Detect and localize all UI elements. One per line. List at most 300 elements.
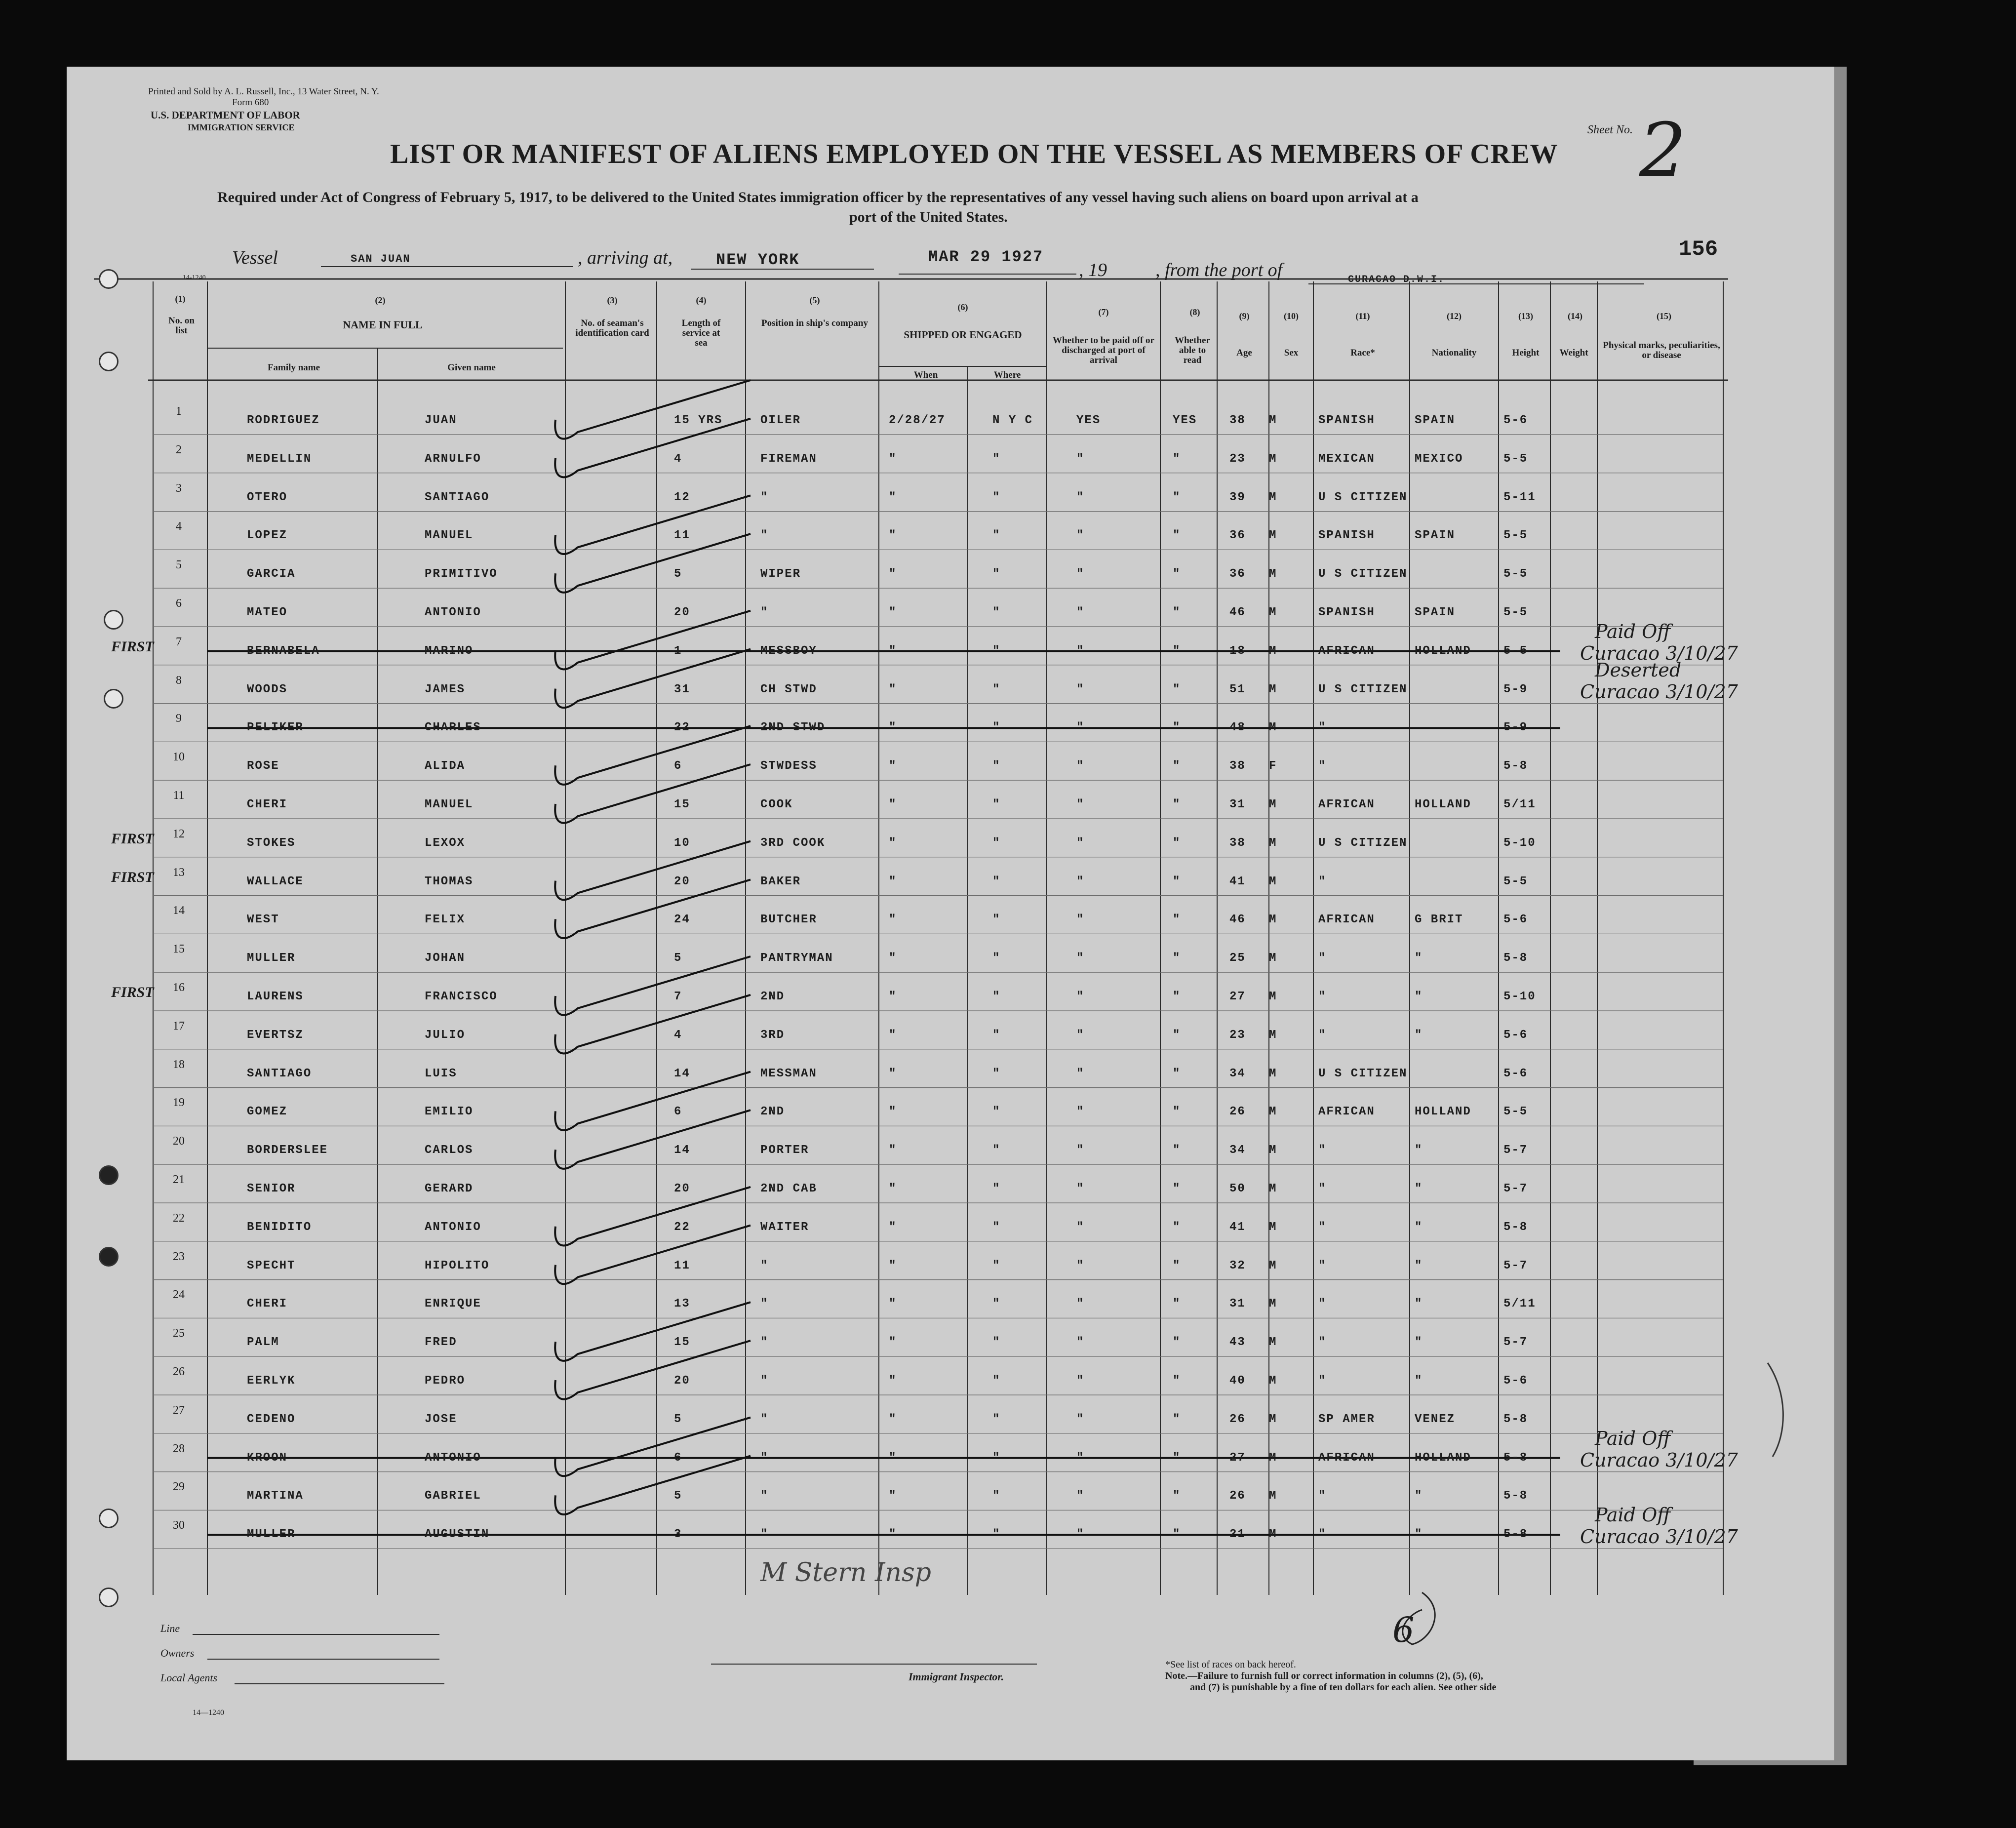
cell-paid-off: " [1076, 836, 1085, 850]
cell-sex: M [1269, 1336, 1277, 1350]
cell-age: 36 [1229, 529, 1246, 543]
cell-shipped-when: " [889, 452, 897, 466]
cell-race: " [1318, 1182, 1327, 1195]
cell-sex: M [1269, 682, 1277, 696]
first-stamp: FIRST [111, 830, 154, 847]
cell-race: U S CITIZEN [1318, 836, 1408, 850]
cell-paid-off: " [1076, 1259, 1085, 1272]
cell-family-name: WEST [247, 913, 279, 927]
cell-position: " [760, 1374, 769, 1388]
cell-family-name: EERLYK [247, 1374, 296, 1388]
cell-length-of-service: 5 [674, 952, 682, 965]
cell-race: " [1318, 721, 1327, 735]
cell-given-name: MANUEL [425, 529, 474, 543]
cell-sex: M [1269, 1374, 1277, 1388]
cell-able-to-read: " [1173, 452, 1181, 466]
cell-shipped-where: " [992, 1336, 1001, 1350]
cell-race: AFRICAN [1318, 644, 1375, 658]
cell-height: 5-6 [1503, 913, 1528, 927]
department-name: U.S. DEPARTMENT OF LABOR [151, 109, 300, 121]
cell-length-of-service: 15 YRS [674, 414, 723, 427]
cell-able-to-read: " [1173, 721, 1181, 735]
cell-sex: M [1269, 644, 1277, 658]
cell-shipped-when: " [889, 1451, 897, 1465]
cell-race: " [1318, 1259, 1327, 1272]
cell-position: 3RD COOK [760, 836, 826, 850]
cell-shipped-where: " [992, 990, 1001, 1003]
cell-given-name: CHARLES [425, 721, 481, 735]
cell-sex: M [1269, 1451, 1277, 1465]
cell-able-to-read: " [1173, 798, 1181, 811]
cell-able-to-read: YES [1173, 414, 1197, 427]
cell-height: 5-7 [1503, 1144, 1528, 1157]
cell-shipped-when: " [889, 1489, 897, 1503]
from-label: , from the port of [1155, 260, 1283, 280]
cell-able-to-read: " [1173, 1144, 1181, 1157]
cell-shipped-when: " [889, 952, 897, 965]
cell-shipped-where: " [992, 682, 1001, 696]
cell-able-to-read: " [1173, 1182, 1181, 1195]
cell-length-of-service: 5 [674, 1489, 682, 1503]
row-number: 9 [176, 712, 182, 725]
cell-nationality: " [1415, 1489, 1423, 1503]
cell-nationality: " [1415, 1028, 1423, 1042]
cell-sex: M [1269, 1144, 1277, 1157]
cell-race: AFRICAN [1318, 913, 1375, 927]
cell-sex: M [1269, 1182, 1277, 1195]
cell-family-name: MEDELLIN [247, 452, 312, 466]
cell-race: " [1318, 1374, 1327, 1388]
col-position: Position in ship's company [761, 318, 868, 328]
cell-race: " [1318, 1528, 1327, 1542]
cell-position: CH STWD [760, 682, 817, 696]
cell-paid-off: " [1076, 1144, 1085, 1157]
cell-length-of-service: 5 [674, 1412, 682, 1426]
check-mark [555, 380, 751, 439]
cell-position: " [760, 1528, 769, 1542]
cell-length-of-service: 15 [674, 1336, 690, 1350]
row-number: 10 [173, 751, 185, 764]
cell-position: MESSMAN [760, 1067, 817, 1080]
cell-race: " [1318, 990, 1327, 1003]
cell-sex: M [1269, 913, 1277, 927]
penalty-note-2: and (7) is punishable by a fine of ten dollars for each alien. See other side [1190, 1682, 1497, 1693]
binder-hole [99, 352, 119, 371]
row-number: 15 [173, 943, 185, 956]
cell-length-of-service: 15 [674, 798, 690, 811]
cell-sex: M [1269, 1028, 1277, 1042]
document-title: LIST OR MANIFEST OF ALIENS EMPLOYED ON THE VESSEL AS MEMBERS OF CREW [390, 139, 1558, 169]
cell-length-of-service: 3 [674, 1528, 682, 1542]
col-length-service: Length of service at sea [681, 318, 721, 348]
cell-age: 38 [1229, 836, 1246, 850]
cell-length-of-service: 7 [674, 990, 682, 1003]
cell-race: " [1318, 874, 1327, 888]
cell-length-of-service: 20 [674, 1374, 690, 1388]
cell-height: 5-8 [1503, 1528, 1528, 1542]
cell-sex: M [1269, 990, 1277, 1003]
cell-given-name: GERARD [425, 1182, 474, 1195]
binder-hole [104, 610, 123, 630]
service-name: IMMIGRATION SERVICE [188, 122, 295, 132]
col-sex: Sex [1284, 348, 1299, 358]
cell-height: 5-7 [1503, 1259, 1528, 1272]
cell-length-of-service: 20 [674, 1182, 690, 1195]
cell-sex: F [1269, 759, 1277, 773]
cell-height: 5/11 [1503, 798, 1536, 811]
cell-given-name: FRANCISCO [425, 990, 498, 1003]
check-mark [555, 726, 751, 785]
cell-position: STWDESS [760, 759, 817, 773]
cell-paid-off: " [1076, 1105, 1085, 1119]
cell-paid-off: " [1076, 1489, 1085, 1503]
cell-sex: M [1269, 567, 1277, 581]
cell-nationality: " [1415, 1374, 1423, 1388]
cell-race: " [1318, 952, 1327, 965]
cell-paid-off: " [1076, 759, 1085, 773]
cell-height: 5-11 [1503, 490, 1536, 504]
cell-given-name: GABRIEL [425, 1489, 481, 1503]
cell-position: " [760, 606, 769, 619]
cell-height: 5-9 [1503, 682, 1528, 696]
col-num-12: (12) [1447, 311, 1462, 321]
cell-shipped-when: " [889, 1144, 897, 1157]
cell-race: U S CITIZEN [1318, 567, 1408, 581]
row-number: 22 [173, 1211, 185, 1225]
cell-length-of-service: 20 [674, 874, 690, 888]
cell-paid-off: " [1076, 490, 1085, 504]
cell-family-name: STOKES [247, 836, 296, 850]
col-given-name: Given name [447, 362, 496, 373]
cell-given-name: ENRIQUE [425, 1297, 481, 1311]
col-num-9: (9) [1239, 311, 1250, 321]
row-number: 28 [173, 1442, 185, 1455]
row-number: 2 [176, 443, 182, 456]
cell-given-name: CARLOS [425, 1144, 474, 1157]
col-num-11: (11) [1355, 311, 1370, 321]
cell-sex: M [1269, 1067, 1277, 1080]
cell-family-name: LOPEZ [247, 529, 288, 543]
cell-family-name: SPECHT [247, 1259, 296, 1272]
cell-shipped-where: " [992, 567, 1001, 581]
cell-given-name: SANTIAGO [425, 490, 490, 504]
cell-height: 5-5 [1503, 1105, 1528, 1119]
cell-length-of-service: 24 [674, 913, 690, 927]
vessel-name: SAN JUAN [351, 253, 411, 265]
inspector-signature: M Stern Insp [760, 1558, 931, 1588]
cell-shipped-where: " [992, 1374, 1001, 1388]
cell-race: AFRICAN [1318, 1451, 1375, 1465]
cell-race: AFRICAN [1318, 1105, 1375, 1119]
cell-nationality: SPAIN [1415, 606, 1456, 619]
sheet-label: Sheet No. [1587, 123, 1633, 136]
cell-paid-off: " [1076, 1374, 1085, 1388]
cell-race: " [1318, 1297, 1327, 1311]
cell-given-name: PRIMITIVO [425, 567, 498, 581]
race-note: *See list of races on back hereof. [1165, 1659, 1296, 1670]
cell-paid-off: " [1076, 644, 1085, 658]
cell-race: " [1318, 1336, 1327, 1350]
cell-height: 5/11 [1503, 1297, 1536, 1311]
col-num-5: (5) [809, 295, 820, 305]
cell-position: " [760, 1336, 769, 1350]
owners-label: Owners [160, 1647, 195, 1659]
departure-port: CURACAO D.W.I. [1348, 274, 1445, 285]
cell-sex: M [1269, 452, 1277, 466]
cell-position: 2ND CAB [760, 1182, 817, 1195]
cell-height: 5-5 [1503, 644, 1528, 658]
cell-position: " [760, 1412, 769, 1426]
cell-length-of-service: 20 [674, 606, 690, 619]
cell-nationality: " [1415, 1144, 1423, 1157]
cell-race: SPANISH [1318, 606, 1375, 619]
cell-nationality: " [1415, 1297, 1423, 1311]
cell-position: MESSBOY [760, 644, 817, 658]
cell-nationality: " [1415, 1220, 1423, 1234]
row-number: 25 [173, 1327, 185, 1340]
cell-race: SP AMER [1318, 1412, 1375, 1426]
cell-family-name: GOMEZ [247, 1105, 288, 1119]
cell-paid-off: " [1076, 1182, 1085, 1195]
cell-age: 41 [1229, 874, 1246, 888]
cell-age: 50 [1229, 1182, 1246, 1195]
check-mark [555, 1302, 751, 1361]
check-mark [555, 1226, 751, 1284]
cell-family-name: RODRIGUEZ [247, 414, 320, 427]
row-number: 20 [173, 1135, 185, 1148]
cell-length-of-service: 14 [674, 1144, 690, 1157]
cell-height: 5-8 [1503, 1489, 1528, 1503]
cell-age: 27 [1229, 1451, 1246, 1465]
cell-age: 23 [1229, 1028, 1246, 1042]
cell-position: 2ND [760, 1105, 785, 1119]
cell-family-name: MULLER [247, 952, 296, 965]
cell-position: WIPER [760, 567, 801, 581]
cell-position: COOK [760, 798, 793, 811]
cell-position: " [760, 490, 769, 504]
check-mark [555, 419, 751, 477]
cell-paid-off: " [1076, 1067, 1085, 1080]
cell-able-to-read: " [1173, 1451, 1181, 1465]
check-mark [555, 1187, 751, 1246]
cell-family-name: MARTINA [247, 1489, 304, 1503]
cell-shipped-when: " [889, 836, 897, 850]
cell-paid-off: " [1076, 1297, 1085, 1311]
cell-given-name: MARINO [425, 644, 474, 658]
sheet-number: 2 [1639, 108, 1687, 194]
cell-shipped-where: " [992, 1297, 1001, 1311]
row-number: 3 [176, 481, 182, 495]
cell-age: 32 [1229, 1259, 1246, 1272]
cell-nationality: G BRIT [1415, 913, 1463, 927]
cell-shipped-where: " [992, 1489, 1001, 1503]
cell-family-name: OTERO [247, 490, 288, 504]
cell-height: 5-10 [1503, 836, 1536, 850]
cell-shipped-when: " [889, 759, 897, 773]
cell-length-of-service: 31 [674, 682, 690, 696]
margin-note-line1: Paid Off [1595, 620, 1671, 642]
cell-height: 5-10 [1503, 990, 1536, 1003]
row-number: 6 [176, 597, 182, 610]
cell-shipped-when: " [889, 1297, 897, 1311]
cell-age: 38 [1229, 414, 1246, 427]
cell-shipped-where: " [992, 452, 1001, 466]
check-mark [555, 956, 751, 1015]
cell-able-to-read: " [1173, 529, 1181, 543]
cell-length-of-service: 6 [674, 1105, 682, 1119]
printer-line: Printed and Sold by A. L. Russell, Inc., 13 Water Street, N. Y. [148, 86, 379, 97]
col-when: When [913, 370, 938, 380]
cell-nationality: " [1415, 1259, 1423, 1272]
cell-sex: M [1269, 490, 1277, 504]
cell-height: 5-5 [1503, 606, 1528, 619]
cell-given-name: LEXOX [425, 836, 466, 850]
cell-position: 2ND STWD [760, 721, 826, 735]
cell-paid-off: " [1076, 1451, 1085, 1465]
check-mark [555, 1341, 751, 1399]
local-agents-label: Local Agents [160, 1671, 218, 1684]
cell-able-to-read: " [1173, 1105, 1181, 1119]
row-number: 24 [173, 1288, 185, 1302]
cell-position: OILER [760, 414, 801, 427]
cell-nationality: SPAIN [1415, 414, 1456, 427]
cell-paid-off: " [1076, 913, 1085, 927]
cell-shipped-when: " [889, 990, 897, 1003]
row-number: 30 [173, 1519, 185, 1532]
cell-family-name: BORDERSLEE [247, 1144, 328, 1157]
cell-paid-off: " [1076, 682, 1085, 696]
cell-shipped-where: N Y C [992, 414, 1033, 427]
cell-height: 5-7 [1503, 1182, 1528, 1195]
cell-height: 5-5 [1503, 874, 1528, 888]
cell-able-to-read: " [1173, 490, 1181, 504]
row-number: 19 [173, 1096, 185, 1110]
cell-height: 5-6 [1503, 1067, 1528, 1080]
cell-able-to-read: " [1173, 1067, 1181, 1080]
cell-shipped-where: " [992, 1259, 1001, 1272]
margin-note-line2: Curacao 3/10/27 [1580, 1526, 1738, 1548]
col-name-in-full: NAME IN FULL [343, 318, 423, 331]
cell-given-name: ANTONIO [425, 606, 481, 619]
cell-shipped-where: " [992, 1182, 1001, 1195]
cell-able-to-read: " [1173, 836, 1181, 850]
row-number: 5 [176, 558, 182, 572]
col-age: Age [1236, 348, 1252, 358]
cell-shipped-where: " [992, 721, 1001, 735]
cell-shipped-when: " [889, 1374, 897, 1388]
cell-sex: M [1269, 1412, 1277, 1426]
col-weight: Weight [1559, 348, 1588, 358]
cell-length-of-service: 6 [674, 759, 682, 773]
cell-height: 5-7 [1503, 1336, 1528, 1350]
col-physical-marks: Physical marks, peculiarities, or disease [1603, 340, 1720, 360]
cell-age: 34 [1229, 1144, 1246, 1157]
cell-length-of-service: 22 [674, 1220, 690, 1234]
cell-given-name: FELIX [425, 913, 466, 927]
cell-age: 26 [1229, 1105, 1246, 1119]
cell-family-name: PALM [247, 1336, 279, 1350]
cell-sex: M [1269, 1220, 1277, 1234]
cell-given-name: JOHAN [425, 952, 466, 965]
cell-age: 34 [1229, 1067, 1246, 1080]
cell-age: 43 [1229, 1336, 1246, 1350]
cell-age: 38 [1229, 759, 1246, 773]
cell-shipped-where: " [992, 1451, 1001, 1465]
binder-hole [99, 1588, 119, 1607]
cell-paid-off: " [1076, 452, 1085, 466]
cell-family-name: ROSE [247, 759, 279, 773]
cell-nationality: " [1415, 1336, 1423, 1350]
cell-age: 51 [1229, 682, 1246, 696]
col-num-6: (6) [957, 302, 968, 312]
cell-able-to-read: " [1173, 606, 1181, 619]
row-number: 1 [176, 405, 182, 418]
arriving-label: , arriving at, [578, 247, 673, 268]
check-mark [555, 1456, 751, 1514]
row-number: 14 [173, 904, 185, 917]
cell-sex: M [1269, 798, 1277, 811]
cell-sex: M [1269, 1297, 1277, 1311]
cell-age: 31 [1229, 1297, 1246, 1311]
cell-height: 5-5 [1503, 452, 1528, 466]
cell-family-name: KROON [247, 1451, 288, 1465]
cell-shipped-when: " [889, 1528, 897, 1542]
cell-given-name: PEDRO [425, 1374, 466, 1388]
cell-able-to-read: " [1173, 874, 1181, 888]
first-stamp: FIRST [111, 869, 154, 885]
cell-given-name: EMILIO [425, 1105, 474, 1119]
col-num-10: (10) [1284, 311, 1299, 321]
cell-family-name: PELIKER [247, 721, 304, 735]
cell-shipped-where: " [992, 1144, 1001, 1157]
cell-sex: M [1269, 1259, 1277, 1272]
cell-height: 5-8 [1503, 1220, 1528, 1234]
cell-age: 48 [1229, 721, 1246, 735]
cell-position: PANTRYMAN [760, 952, 833, 965]
cell-family-name: EVERTSZ [247, 1028, 304, 1042]
cell-able-to-read: " [1173, 1412, 1181, 1426]
cell-nationality: " [1415, 990, 1423, 1003]
cell-age: 25 [1229, 952, 1246, 965]
cell-family-name: WOODS [247, 682, 288, 696]
cell-family-name: BENIDITO [247, 1220, 312, 1234]
cell-position: BUTCHER [760, 913, 817, 927]
cell-shipped-where: " [992, 529, 1001, 543]
cell-paid-off: " [1076, 1336, 1085, 1350]
binder-hole [99, 1247, 119, 1267]
cell-paid-off: " [1076, 529, 1085, 543]
cell-shipped-when: " [889, 1028, 897, 1042]
cell-family-name: WALLACE [247, 874, 304, 888]
col-height: Height [1512, 348, 1540, 358]
col-num-14: (14) [1568, 311, 1582, 321]
cell-length-of-service: 4 [674, 1028, 682, 1042]
cell-position: PORTER [760, 1144, 809, 1157]
page-number: 156 [1679, 237, 1718, 262]
cell-height: 5-5 [1503, 529, 1528, 543]
cell-shipped-where: " [992, 1028, 1001, 1042]
cell-height: 5-8 [1503, 1451, 1528, 1465]
cell-position: " [760, 1297, 769, 1311]
cell-age: 31 [1229, 798, 1246, 811]
cell-shipped-when: " [889, 874, 897, 888]
cell-shipped-when: " [889, 567, 897, 581]
cell-nationality: " [1415, 1528, 1423, 1542]
binder-hole [104, 689, 123, 709]
cell-shipped-where: " [992, 490, 1001, 504]
cell-age: 46 [1229, 913, 1246, 927]
row-number: 21 [173, 1173, 185, 1186]
